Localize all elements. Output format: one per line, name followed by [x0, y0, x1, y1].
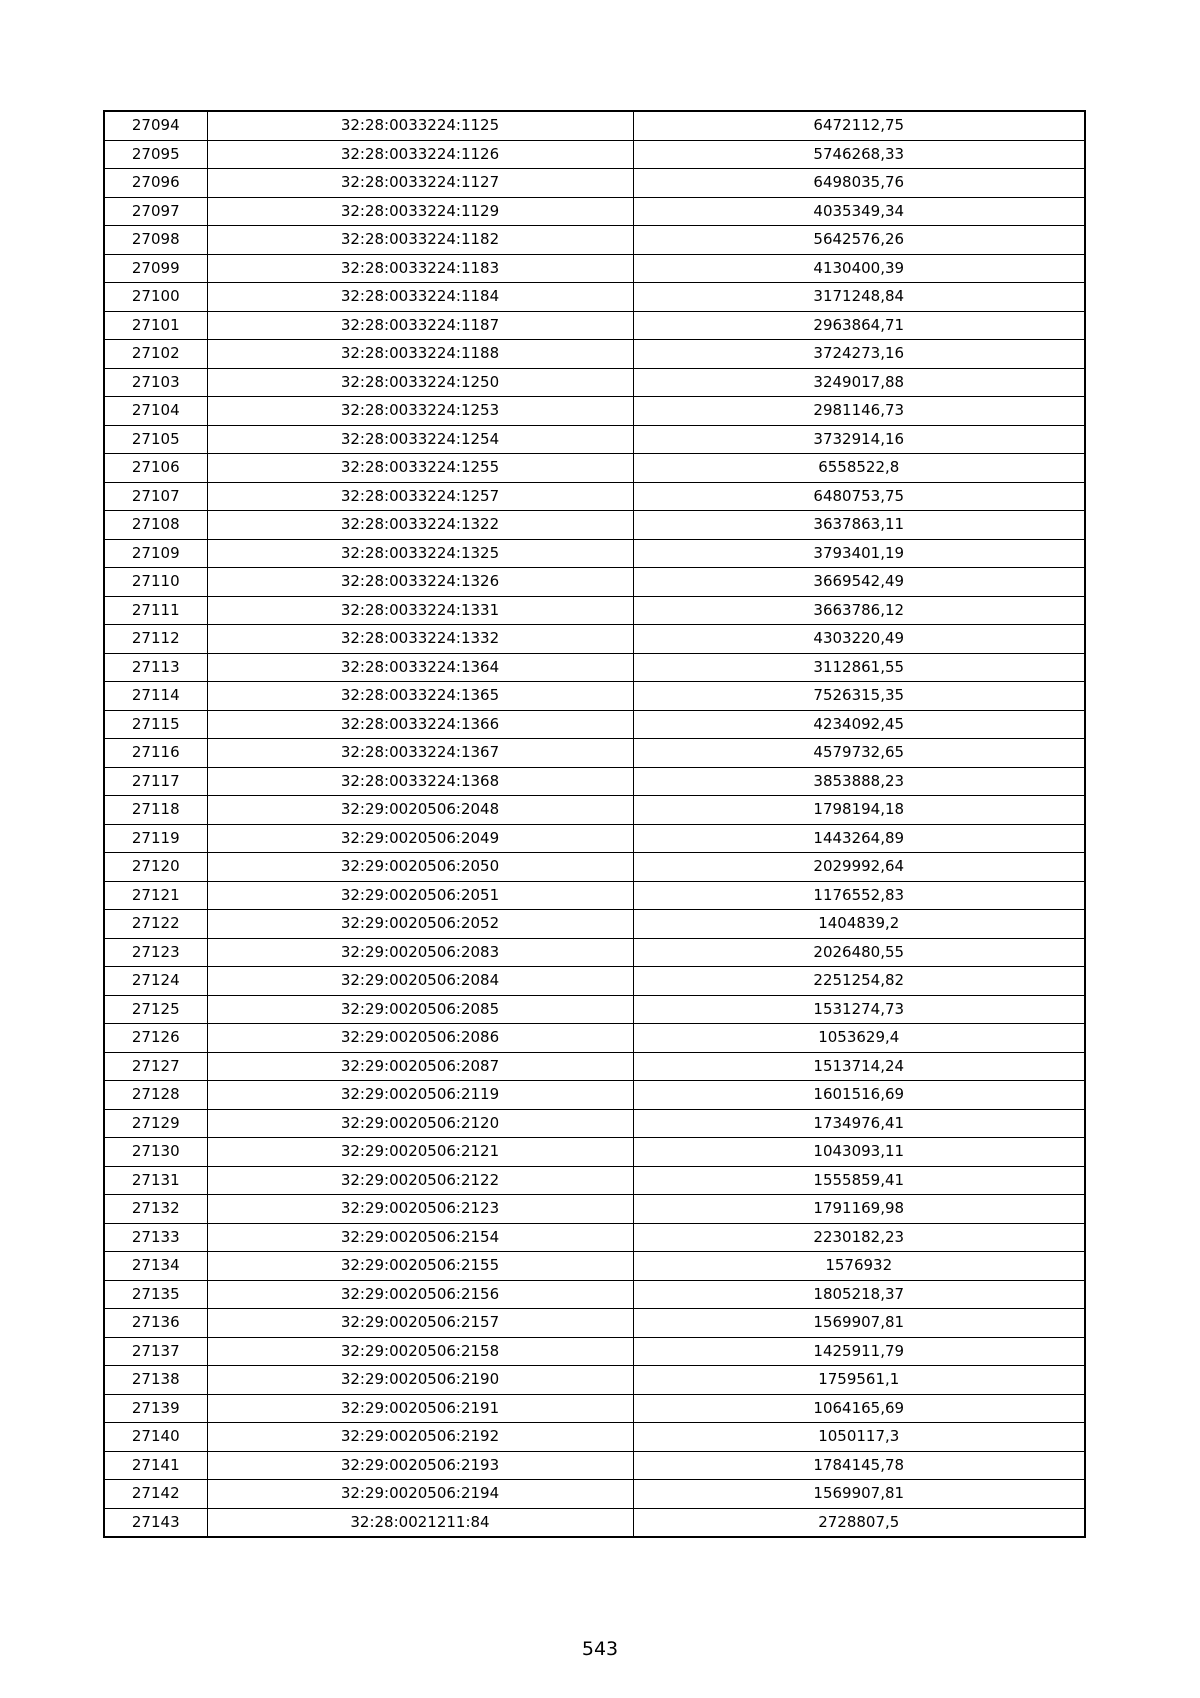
cadastral-value-cell: 1601516,69	[633, 1081, 1085, 1110]
cadastral-value-cell: 1443264,89	[633, 824, 1085, 853]
row-number-cell: 27119	[104, 824, 207, 853]
cadastral-value-cell: 3171248,84	[633, 283, 1085, 312]
cadastral-number-cell: 32:28:0033224:1187	[207, 311, 633, 340]
cadastral-value-cell: 3249017,88	[633, 368, 1085, 397]
row-number-cell: 27106	[104, 454, 207, 483]
row-number-cell: 27142	[104, 1480, 207, 1509]
cadastral-value-cell: 4130400,39	[633, 254, 1085, 283]
table-row	[104, 454, 1085, 483]
table-row	[104, 938, 1085, 967]
row-number-cell: 27140	[104, 1423, 207, 1452]
cadastral-value-cell: 2981146,73	[633, 397, 1085, 426]
cadastral-value-cell: 1404839,2	[633, 910, 1085, 939]
cadastral-value-cell: 1555859,41	[633, 1166, 1085, 1195]
table-row	[104, 511, 1085, 540]
row-number-cell: 27114	[104, 682, 207, 711]
table-row	[104, 197, 1085, 226]
cadastral-value-cell: 1050117,3	[633, 1423, 1085, 1452]
row-number-cell: 27130	[104, 1138, 207, 1167]
row-number-cell: 27098	[104, 226, 207, 255]
cadastral-number-cell: 32:28:0033224:1253	[207, 397, 633, 426]
cadastral-value-cell: 1064165,69	[633, 1394, 1085, 1423]
row-number-cell: 27124	[104, 967, 207, 996]
cadastral-value-cell: 3793401,19	[633, 539, 1085, 568]
row-number-cell: 27122	[104, 910, 207, 939]
table-row	[104, 1195, 1085, 1224]
table-row	[104, 1309, 1085, 1338]
table-row	[104, 226, 1085, 255]
row-number-cell: 27143	[104, 1508, 207, 1537]
table-row	[104, 1024, 1085, 1053]
cadastral-number-cell: 32:29:0020506:2192	[207, 1423, 633, 1452]
cadastral-value-cell: 2963864,71	[633, 311, 1085, 340]
table-body	[104, 111, 1085, 1537]
cadastral-value-cell: 1569907,81	[633, 1309, 1085, 1338]
cadastral-number-cell: 32:29:0020506:2121	[207, 1138, 633, 1167]
cadastral-number-cell: 32:29:0020506:2051	[207, 881, 633, 910]
cadastral-value-cell: 2029992,64	[633, 853, 1085, 882]
cadastral-value-cell: 1043093,11	[633, 1138, 1085, 1167]
cadastral-number-cell: 32:28:0033224:1184	[207, 283, 633, 312]
table-row	[104, 539, 1085, 568]
cadastral-number-cell: 32:28:0033224:1365	[207, 682, 633, 711]
cadastral-value-cell: 4579732,65	[633, 739, 1085, 768]
table-row	[104, 425, 1085, 454]
table-row	[104, 625, 1085, 654]
cadastral-value-cell: 7526315,35	[633, 682, 1085, 711]
cadastral-value-cell: 1576932	[633, 1252, 1085, 1281]
cadastral-number-cell: 32:29:0020506:2156	[207, 1280, 633, 1309]
table-row	[104, 368, 1085, 397]
cadastral-value-cell: 3663786,12	[633, 596, 1085, 625]
cadastral-value-cell: 1805218,37	[633, 1280, 1085, 1309]
cadastral-number-cell: 32:29:0020506:2052	[207, 910, 633, 939]
cadastral-number-cell: 32:28:0033224:1257	[207, 482, 633, 511]
row-number-cell: 27113	[104, 653, 207, 682]
cadastral-value-cell: 3112861,55	[633, 653, 1085, 682]
cadastral-value-cell: 1425911,79	[633, 1337, 1085, 1366]
cadastral-number-cell: 32:28:0033224:1332	[207, 625, 633, 654]
cadastral-value-cell: 2251254,82	[633, 967, 1085, 996]
row-number-cell: 27137	[104, 1337, 207, 1366]
table-row	[104, 796, 1085, 825]
cadastral-number-cell: 32:28:0033224:1331	[207, 596, 633, 625]
table-row	[104, 340, 1085, 369]
row-number-cell: 27094	[104, 111, 207, 140]
row-number-cell: 27108	[104, 511, 207, 540]
row-number-cell: 27141	[104, 1451, 207, 1480]
table-row	[104, 1166, 1085, 1195]
cadastral-number-cell: 32:28:0021211:84	[207, 1508, 633, 1537]
table-row	[104, 283, 1085, 312]
row-number-cell: 27104	[104, 397, 207, 426]
row-number-cell: 27096	[104, 169, 207, 198]
cadastral-number-cell: 32:28:0033224:1254	[207, 425, 633, 454]
cadastral-number-cell: 32:29:0020506:2194	[207, 1480, 633, 1509]
cadastral-number-cell: 32:28:0033224:1188	[207, 340, 633, 369]
row-number-cell: 27117	[104, 767, 207, 796]
table-row	[104, 739, 1085, 768]
cadastral-value-cell: 3732914,16	[633, 425, 1085, 454]
cadastral-value-cell: 1759561,1	[633, 1366, 1085, 1395]
cadastral-value-cell: 1791169,98	[633, 1195, 1085, 1224]
cadastral-number-cell: 32:29:0020506:2083	[207, 938, 633, 967]
row-number-cell: 27120	[104, 853, 207, 882]
cadastral-value-cell: 2728807,5	[633, 1508, 1085, 1537]
row-number-cell: 27132	[104, 1195, 207, 1224]
cadastral-number-cell: 32:29:0020506:2191	[207, 1394, 633, 1423]
table-row	[104, 1223, 1085, 1252]
table-row	[104, 881, 1085, 910]
cadastral-number-cell: 32:29:0020506:2157	[207, 1309, 633, 1338]
table-row	[104, 254, 1085, 283]
row-number-cell: 27099	[104, 254, 207, 283]
cadastral-number-cell: 32:28:0033224:1364	[207, 653, 633, 682]
table-row	[104, 682, 1085, 711]
cadastral-number-cell: 32:29:0020506:2087	[207, 1052, 633, 1081]
cadastral-number-cell: 32:29:0020506:2154	[207, 1223, 633, 1252]
table-row	[104, 653, 1085, 682]
cadastral-number-cell: 32:29:0020506:2120	[207, 1109, 633, 1138]
row-number-cell: 27111	[104, 596, 207, 625]
cadastral-value-cell: 3853888,23	[633, 767, 1085, 796]
cadastral-value-cell: 1053629,4	[633, 1024, 1085, 1053]
table-row	[104, 1451, 1085, 1480]
cadastral-number-cell: 32:29:0020506:2158	[207, 1337, 633, 1366]
table-row	[104, 710, 1085, 739]
cadastral-number-cell: 32:29:0020506:2050	[207, 853, 633, 882]
cadastral-value-cell: 3669542,49	[633, 568, 1085, 597]
table-row	[104, 397, 1085, 426]
cadastral-number-cell: 32:29:0020506:2155	[207, 1252, 633, 1281]
row-number-cell: 27128	[104, 1081, 207, 1110]
row-number-cell: 27100	[104, 283, 207, 312]
table-row	[104, 311, 1085, 340]
cadastral-number-cell: 32:28:0033224:1183	[207, 254, 633, 283]
cadastral-number-cell: 32:28:0033224:1326	[207, 568, 633, 597]
row-number-cell: 27123	[104, 938, 207, 967]
cadastral-value-cell: 4234092,45	[633, 710, 1085, 739]
row-number-cell: 27105	[104, 425, 207, 454]
cadastral-number-cell: 32:28:0033224:1129	[207, 197, 633, 226]
row-number-cell: 27134	[104, 1252, 207, 1281]
row-number-cell: 27133	[104, 1223, 207, 1252]
cadastral-number-cell: 32:28:0033224:1126	[207, 140, 633, 169]
cadastral-value-cell: 4303220,49	[633, 625, 1085, 654]
cadastral-number-cell: 32:28:0033224:1366	[207, 710, 633, 739]
table-row	[104, 169, 1085, 198]
cadastral-number-cell: 32:29:0020506:2084	[207, 967, 633, 996]
cadastral-value-cell: 1734976,41	[633, 1109, 1085, 1138]
row-number-cell: 27129	[104, 1109, 207, 1138]
cadastral-number-cell: 32:28:0033224:1127	[207, 169, 633, 198]
cadastral-value-cell: 4035349,34	[633, 197, 1085, 226]
row-number-cell: 27097	[104, 197, 207, 226]
cadastral-number-cell: 32:28:0033224:1367	[207, 739, 633, 768]
row-number-cell: 27118	[104, 796, 207, 825]
cadastral-value-cell: 1798194,18	[633, 796, 1085, 825]
row-number-cell: 27135	[104, 1280, 207, 1309]
cadastral-value-table	[103, 110, 1086, 1538]
row-number-cell: 27112	[104, 625, 207, 654]
cadastral-value-cell: 2230182,23	[633, 1223, 1085, 1252]
cadastral-number-cell: 32:28:0033224:1325	[207, 539, 633, 568]
cadastral-value-cell: 5746268,33	[633, 140, 1085, 169]
table-row	[104, 967, 1085, 996]
row-number-cell: 27103	[104, 368, 207, 397]
cadastral-value-cell: 6498035,76	[633, 169, 1085, 198]
row-number-cell: 27126	[104, 1024, 207, 1053]
table-row	[104, 910, 1085, 939]
table-row	[104, 1394, 1085, 1423]
table-row	[104, 995, 1085, 1024]
cadastral-number-cell: 32:29:0020506:2048	[207, 796, 633, 825]
page-number: 543	[581, 1638, 619, 1660]
cadastral-value-cell: 6558522,8	[633, 454, 1085, 483]
cadastral-number-cell: 32:28:0033224:1182	[207, 226, 633, 255]
table-row	[104, 111, 1085, 140]
table-row	[104, 1052, 1085, 1081]
cadastral-number-cell: 32:29:0020506:2193	[207, 1451, 633, 1480]
cadastral-number-cell: 32:29:0020506:2122	[207, 1166, 633, 1195]
table-row	[104, 824, 1085, 853]
cadastral-number-cell: 32:29:0020506:2085	[207, 995, 633, 1024]
table-row	[104, 482, 1085, 511]
cadastral-number-cell: 32:29:0020506:2123	[207, 1195, 633, 1224]
cadastral-value-cell: 1176552,83	[633, 881, 1085, 910]
cadastral-number-cell: 32:29:0020506:2049	[207, 824, 633, 853]
table-row	[104, 1252, 1085, 1281]
row-number-cell: 27138	[104, 1366, 207, 1395]
table-row	[104, 1109, 1085, 1138]
row-number-cell: 27110	[104, 568, 207, 597]
cadastral-number-cell: 32:28:0033224:1125	[207, 111, 633, 140]
table-row	[104, 1280, 1085, 1309]
row-number-cell: 27095	[104, 140, 207, 169]
cadastral-number-cell: 32:28:0033224:1368	[207, 767, 633, 796]
row-number-cell: 27125	[104, 995, 207, 1024]
cadastral-value-cell: 6480753,75	[633, 482, 1085, 511]
cadastral-value-cell: 3637863,11	[633, 511, 1085, 540]
cadastral-number-cell: 32:28:0033224:1250	[207, 368, 633, 397]
row-number-cell: 27101	[104, 311, 207, 340]
row-number-cell: 27107	[104, 482, 207, 511]
cadastral-number-cell: 32:29:0020506:2086	[207, 1024, 633, 1053]
table-row	[104, 1480, 1085, 1509]
table-row	[104, 853, 1085, 882]
row-number-cell: 27121	[104, 881, 207, 910]
cadastral-number-cell: 32:28:0033224:1322	[207, 511, 633, 540]
cadastral-value-cell: 1569907,81	[633, 1480, 1085, 1509]
cadastral-value-cell: 1513714,24	[633, 1052, 1085, 1081]
row-number-cell: 27102	[104, 340, 207, 369]
cadastral-value-cell: 2026480,55	[633, 938, 1085, 967]
row-number-cell: 27109	[104, 539, 207, 568]
row-number-cell: 27131	[104, 1166, 207, 1195]
table-row	[104, 1508, 1085, 1537]
cadastral-number-cell: 32:28:0033224:1255	[207, 454, 633, 483]
cadastral-number-cell: 32:29:0020506:2190	[207, 1366, 633, 1395]
table-row	[104, 1081, 1085, 1110]
table-row	[104, 1138, 1085, 1167]
cadastral-value-cell: 5642576,26	[633, 226, 1085, 255]
cadastral-value-cell: 1784145,78	[633, 1451, 1085, 1480]
row-number-cell: 27115	[104, 710, 207, 739]
table-row	[104, 140, 1085, 169]
cadastral-value-cell: 6472112,75	[633, 111, 1085, 140]
table-row	[104, 568, 1085, 597]
table-row	[104, 596, 1085, 625]
cadastral-value-cell: 3724273,16	[633, 340, 1085, 369]
table-row	[104, 1337, 1085, 1366]
row-number-cell: 27136	[104, 1309, 207, 1338]
cadastral-number-cell: 32:29:0020506:2119	[207, 1081, 633, 1110]
cadastral-value-cell: 1531274,73	[633, 995, 1085, 1024]
table-row	[104, 767, 1085, 796]
table-row	[104, 1423, 1085, 1452]
table-row	[104, 1366, 1085, 1395]
row-number-cell: 27127	[104, 1052, 207, 1081]
row-number-cell: 27116	[104, 739, 207, 768]
row-number-cell: 27139	[104, 1394, 207, 1423]
